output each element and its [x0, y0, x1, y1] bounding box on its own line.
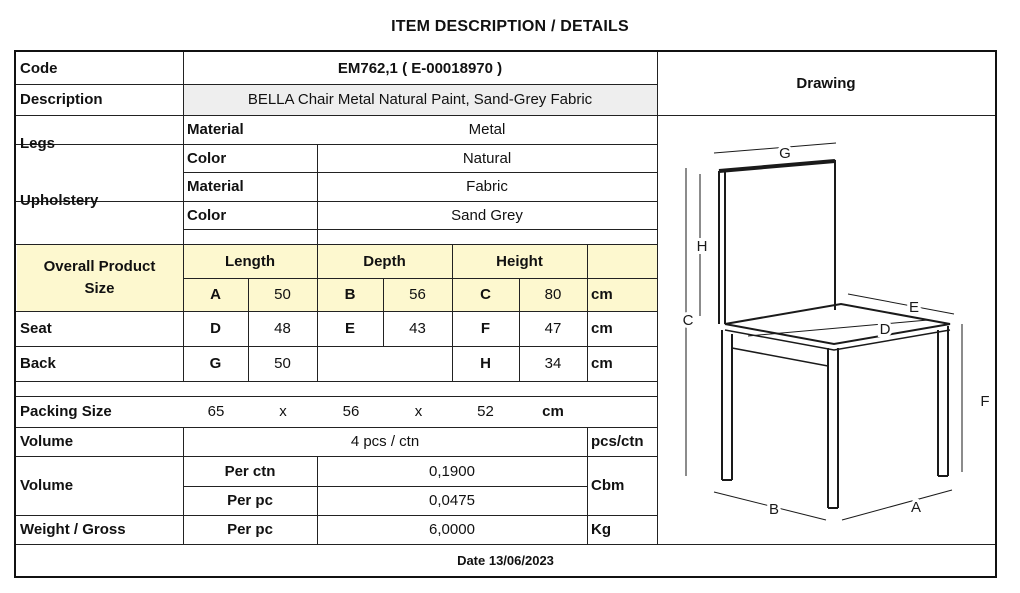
upholstery-color-value: Sand Grey: [451, 206, 523, 224]
seat-d-value: 48: [274, 320, 291, 337]
seat-d-label: D: [210, 320, 221, 337]
overall-size-label: Overall Product Size: [43, 257, 156, 297]
weight-per-pc-label: Per pc: [227, 521, 273, 538]
seat-label: Seat: [20, 320, 52, 337]
upholstery-label: Upholstery: [20, 192, 99, 209]
volume-pcs-value: 4 pcs / ctn: [350, 433, 420, 450]
length-header: Length: [225, 252, 275, 270]
overall-a-label: A: [210, 286, 221, 303]
seat-f-label: F: [480, 320, 491, 337]
depth-header: Depth: [363, 252, 406, 270]
legs-color-value: Natural: [462, 149, 512, 167]
volume-label: Volume: [20, 477, 74, 494]
height-header: Height: [496, 252, 543, 270]
overall-c-label: C: [480, 286, 491, 303]
packing-width: 56: [342, 403, 360, 420]
volume-per-ctn-label: Per ctn: [224, 462, 276, 480]
legs-material-label: Material: [187, 121, 244, 138]
upholstery-material-label: Material: [187, 178, 244, 195]
packing-x-2: x: [414, 403, 423, 420]
back-g-value: 50: [274, 355, 291, 372]
description-value: BELLA Chair Metal Natural Paint, Sand-Grey Fabric: [247, 91, 593, 108]
seat-unit: cm: [591, 320, 613, 337]
back-g-label: G: [209, 355, 222, 372]
packing-length: 65: [207, 403, 225, 420]
dimension-letter-b: B: [768, 501, 780, 518]
seat-e-value: 43: [409, 320, 426, 337]
chair-dimension-drawing: [658, 116, 997, 578]
dimension-letter-c: C: [682, 312, 694, 329]
seat-e-label: E: [344, 320, 355, 337]
overall-unit: cm: [591, 286, 613, 303]
upholstery-color-label: Color: [187, 206, 227, 224]
packing-size-label: Packing Size: [20, 403, 112, 420]
back-h-label: H: [480, 355, 491, 372]
volume-pcs-unit: pcs/ctn: [591, 433, 644, 450]
legs-material-value: Metal: [468, 121, 506, 138]
volume-per-pc-label: Per pc: [227, 492, 273, 509]
dimension-letter-f: F: [980, 393, 990, 410]
weight-label: Weight / Gross: [20, 521, 126, 538]
drawing-label: Drawing: [796, 75, 856, 92]
code-value: EM762,1 ( E-00018970 ): [337, 59, 503, 77]
date-footer: Date 13/06/2023: [457, 552, 554, 568]
volume-unit: Cbm: [591, 477, 625, 494]
overall-c-value: 80: [544, 286, 562, 303]
weight-value: 6,0000: [429, 521, 475, 538]
description-label: Description: [20, 91, 103, 108]
code-label: Code: [20, 59, 58, 77]
volume-per-ctn-value: 0,1900: [429, 462, 475, 480]
dimension-letter-e: E: [908, 299, 920, 316]
legs-label: Legs: [20, 135, 56, 152]
details-sheet: [14, 50, 997, 578]
packing-height: 52: [477, 403, 494, 420]
dimension-letter-g: G: [779, 145, 791, 162]
back-h-value: 34: [544, 355, 562, 372]
volume-per-pc-value: 0,0475: [429, 492, 475, 509]
upholstery-material-value: Fabric: [466, 178, 508, 195]
page-title: ITEM DESCRIPTION / DETAILS: [391, 18, 629, 35]
dimension-letter-h: H: [696, 238, 708, 255]
seat-f-value: 47: [544, 320, 562, 337]
dimension-letter-d: D: [879, 321, 891, 338]
overall-a-value: 50: [274, 286, 291, 303]
overall-b-label: B: [344, 286, 356, 303]
overall-b-value: 56: [409, 286, 426, 303]
dimension-letter-a: A: [910, 499, 922, 516]
weight-unit: Kg: [591, 521, 611, 538]
packing-unit: cm: [542, 403, 564, 420]
volume-pcs-label: Volume: [20, 433, 74, 450]
back-label: Back: [20, 355, 56, 372]
legs-color-label: Color: [187, 149, 227, 167]
packing-x-1: x: [279, 403, 287, 420]
back-unit: cm: [591, 355, 613, 372]
